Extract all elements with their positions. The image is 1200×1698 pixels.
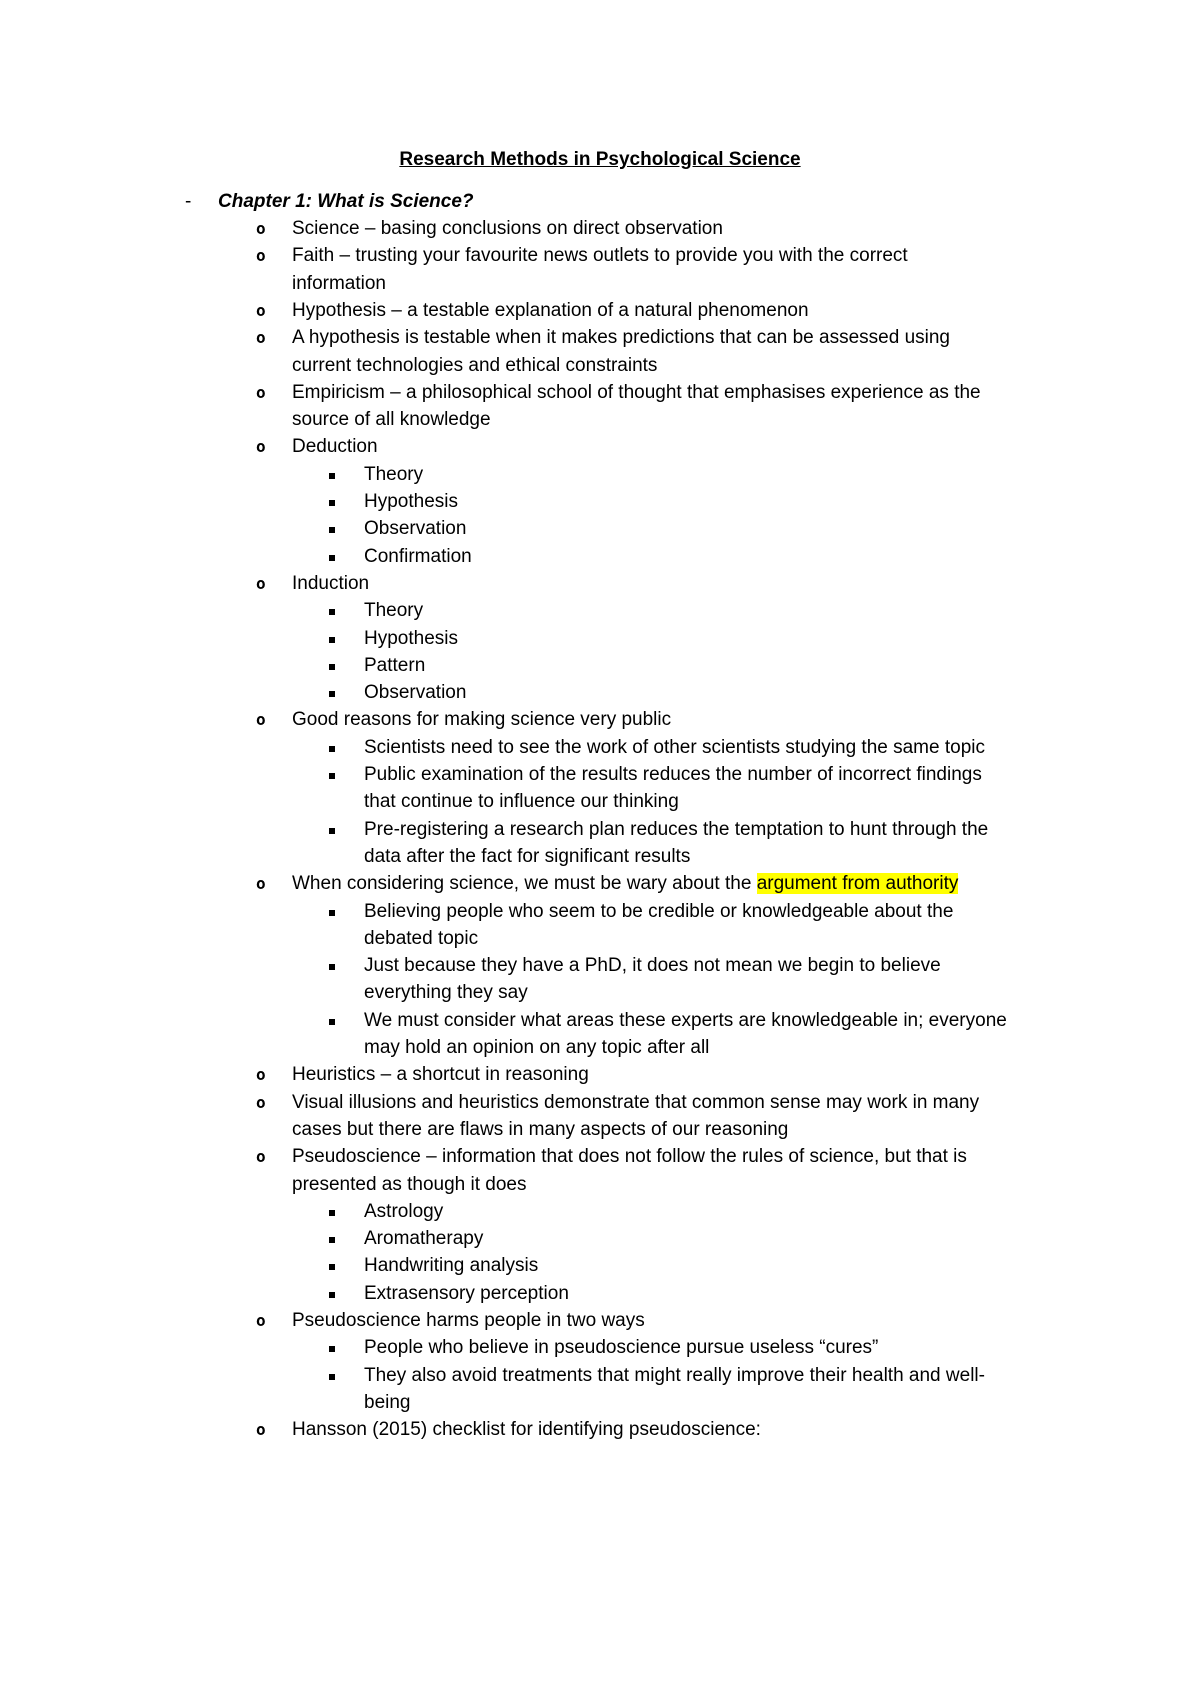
sub-item-text: Theory [364,600,424,622]
bullet-o: o [256,874,266,894]
bullet-o: o [256,300,266,320]
list-item-text: current technologies and ethical constraints [292,354,658,376]
bullet-o: o [256,573,266,593]
sub-item-text: People who believe in pseudoscience pursue useless “cures” [364,1337,879,1359]
bullet-o: o [256,1092,266,1112]
highlighted-text: argument from authority [756,873,959,895]
sub-item-text: Theory [364,463,424,485]
bullet-square [329,609,335,615]
sub-item-text: We must consider what areas these experts are knowledgeable in; everyone [364,1009,1007,1031]
bullet-o: o [256,1311,266,1330]
list-item-text: presented as though it does [292,1173,527,1195]
chapter-dash: - [185,191,192,212]
bullet-o: o [256,382,266,402]
document-title: Research Methods in Psychological Science [399,149,801,170]
sub-item-text: Believing people who seem to be credible or knowledgeable about the [364,900,954,922]
sub-item-text: They also avoid treatments that might really improve their health and well- [364,1364,985,1386]
bullet-square [329,555,335,561]
sub-item-text: data after the fact for significant results [364,845,691,867]
list-item-text: A hypothesis is testable when it makes predictions that can be assessed using [292,327,950,349]
sub-item-text: everything they say [364,982,528,1004]
bullet-square [329,664,335,670]
sub-item-text: debated topic [364,927,479,949]
bullet-square [329,964,335,970]
sub-item-text: Pre-registering a research plan reduces the temptation to hunt through the [364,818,989,840]
sub-item-text: Scientists need to see the work of other scientists studying the same topic [364,736,985,758]
bullet-square [329,637,335,643]
bullet-square [329,1374,335,1380]
list-item-text: Pseudoscience – information that does not follow the rules of science, but that is [292,1146,967,1168]
sub-item-text: may hold an opinion on any topic after all [364,1037,710,1058]
list-item-text: Induction [292,572,370,594]
sub-item-text: Aromatherapy [364,1228,484,1250]
bullet-square [329,1292,335,1298]
bullet-square [329,828,335,834]
bullet-square [329,773,335,779]
list-item-text: Hansson (2015) checklist for identifying pseudoscience: [292,1419,761,1441]
chapter-heading: Chapter 1: What is Science? [218,191,474,212]
bullet-o: o [256,1420,266,1440]
list-item-text: Pseudoscience harms people in two ways [292,1310,645,1331]
bullet-square [329,746,335,752]
list-item-text: Visual illusions and heuristics demonstrate that common sense may work in many [292,1091,980,1113]
bullet-square [329,691,335,697]
bullet-square [329,1264,335,1270]
list-item-text: Faith – trusting your favourite news outlets to provide you with the correct [292,245,908,267]
bullet-o: o [256,328,266,348]
list-item-text: Science – basing conclusions on direct observation [292,218,723,239]
sub-item-text: Handwriting analysis [364,1255,539,1277]
bullet-square [329,473,335,479]
bullet-o: o [256,219,266,238]
sub-item-text: Hypothesis [364,627,458,649]
sub-item-text: Hypothesis [364,491,458,512]
sub-item-text: Observation [364,518,467,540]
sub-item-text: being [364,1391,411,1413]
sub-item-text: Just because they have a PhD, it does not mean we begin to believe [364,955,941,977]
sub-item-text: that continue to influence our thinking [364,791,679,813]
sub-item-text: Astrology [364,1200,444,1222]
bullet-square [329,910,335,916]
sub-item-text: Confirmation [364,545,472,567]
list-item-text: Deduction [292,436,378,458]
list-item-text: Empiricism – a philosophical school of thought that emphasises experience as the [292,381,981,403]
sub-item-text: Extrasensory perception [364,1282,569,1304]
list-item-text: source of all knowledge [292,409,491,431]
bullet-square [329,1210,335,1216]
bullet-square [329,527,335,533]
bullet-o: o [256,710,266,730]
bullet-square [329,1346,335,1352]
bullet-o: o [256,437,266,457]
sub-item-text: Public examination of the results reduces the number of incorrect findings [364,764,982,785]
list-item-text: When considering science, we must be wary about the argument from authority [292,873,959,895]
bullet-o: o [256,1147,266,1167]
sub-item-text: Pattern [364,654,426,676]
sub-item-text: Observation [364,682,467,704]
list-item-text: Good reasons for making science very public [292,709,672,731]
bullet-square [329,500,335,506]
list-item-text: Hypothesis – a testable explanation of a natural phenomenon [292,299,809,321]
bullet-o: o [256,1065,266,1085]
list-item-text: cases but there are flaws in many aspects of our reasoning [292,1118,789,1140]
list-item-text: Heuristics – a shortcut in reasoning [292,1064,589,1086]
bullet-square [329,1019,335,1025]
list-item-text: information [292,272,386,294]
bullet-o: o [256,246,266,266]
bullet-square [329,1237,335,1243]
